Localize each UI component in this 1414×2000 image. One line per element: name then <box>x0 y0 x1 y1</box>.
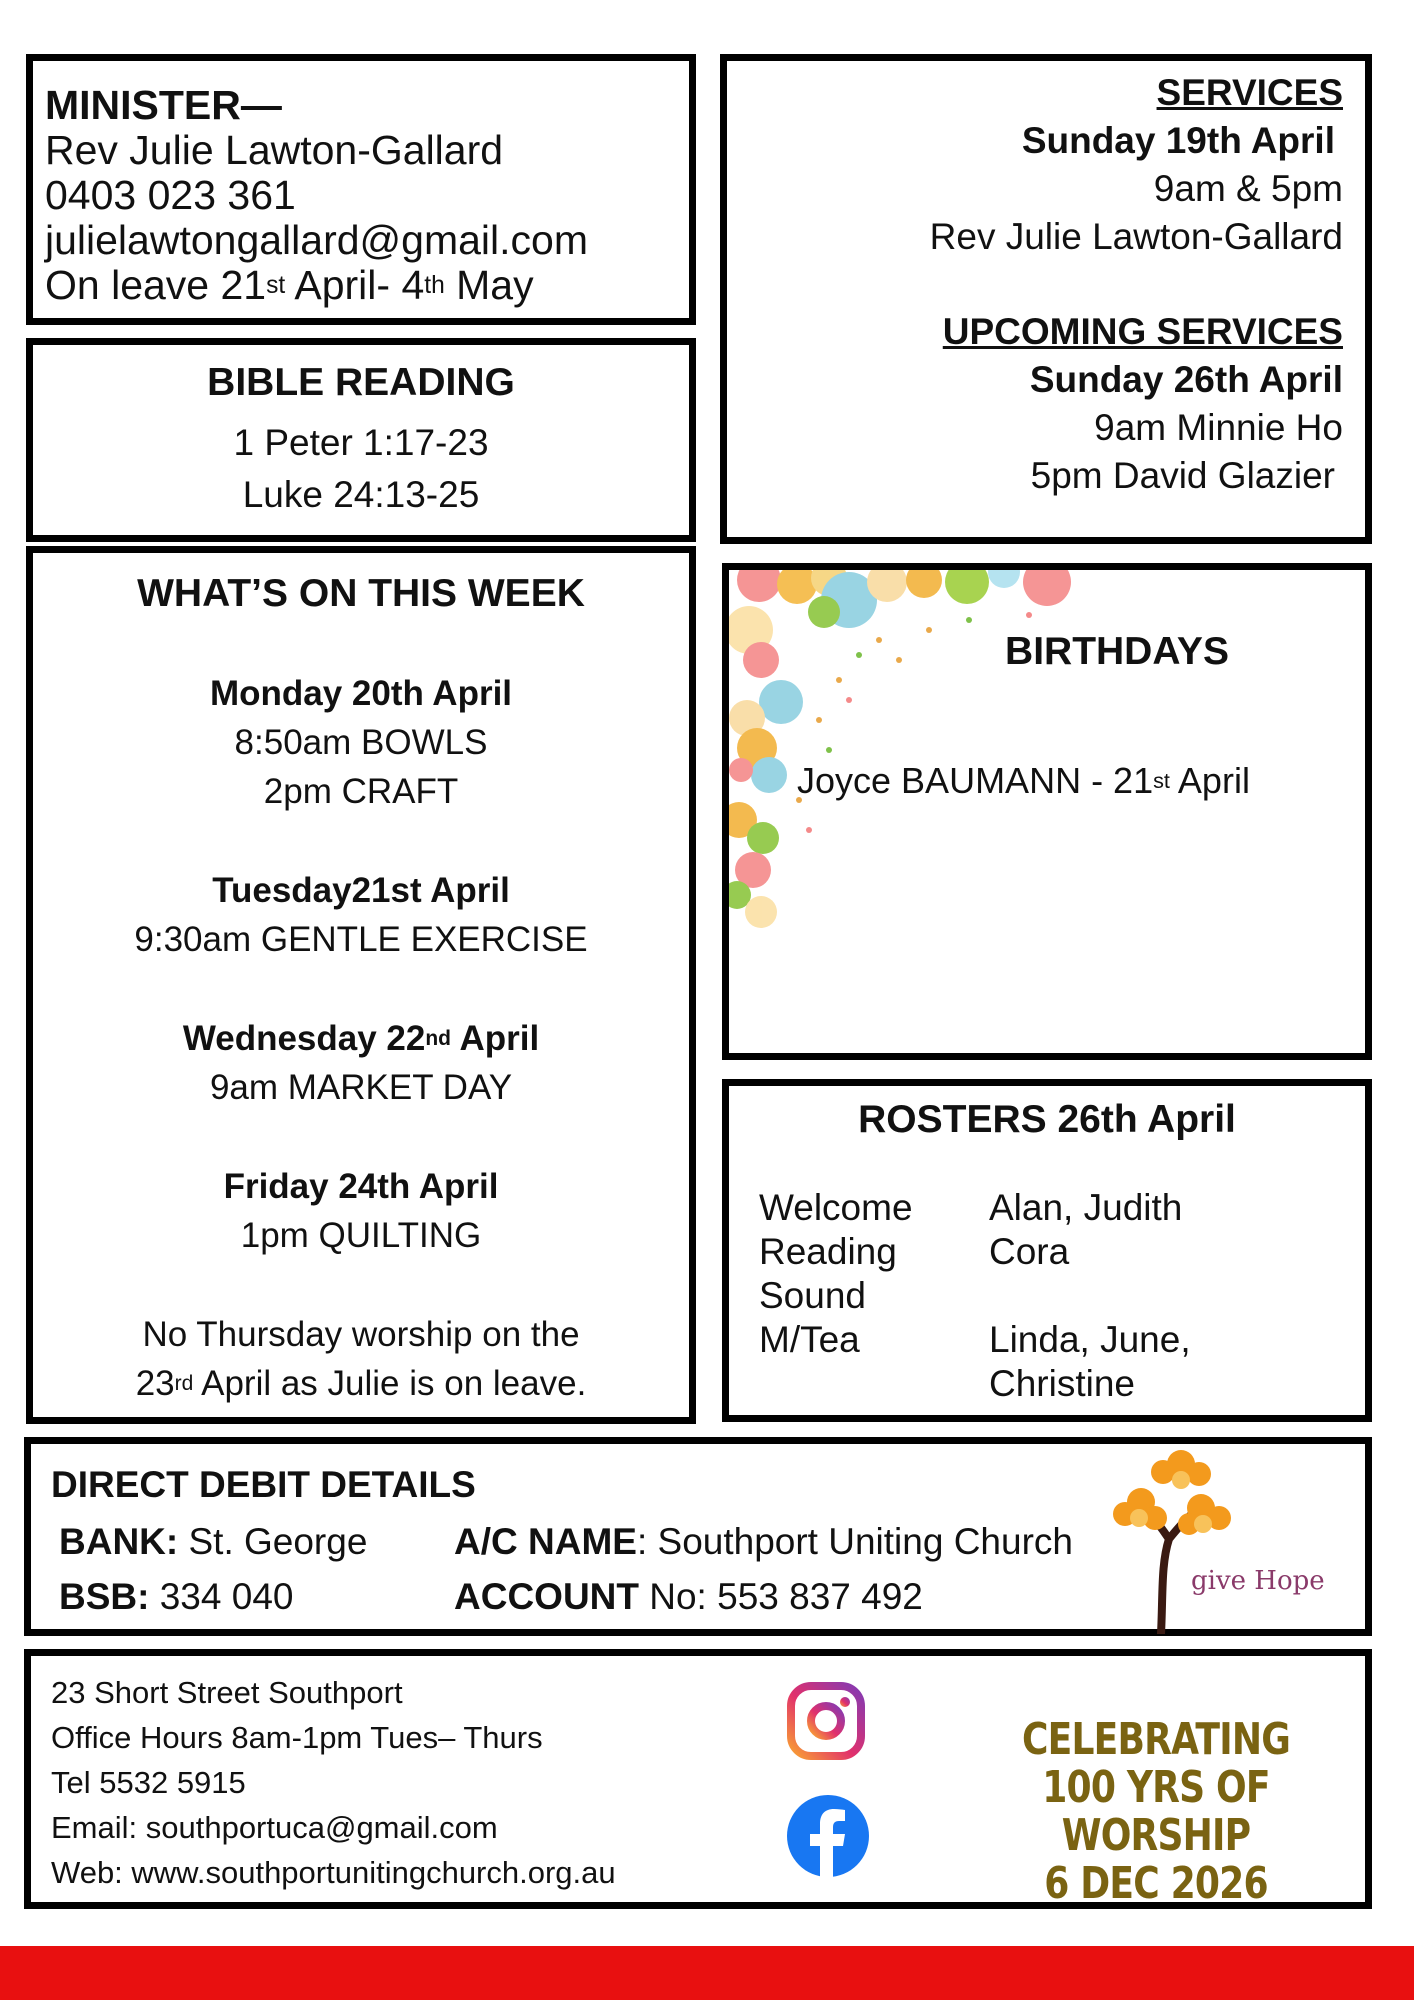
leave-text: April- 4 <box>285 262 425 308</box>
reading-item: Luke 24:13-25 <box>242 474 480 515</box>
account-number-field <box>454 1576 923 1618</box>
celebrate-line: 100 YRS OF WORSHIP <box>1042 1762 1270 1861</box>
debit-row <box>59 1521 1073 1563</box>
upcoming-service: 9am Minnie Ho <box>1094 407 1343 448</box>
notice-text: April as Julie is on leave. <box>193 1364 587 1403</box>
day-heading: Monday 20th April <box>209 674 513 713</box>
birthday-text: April <box>1169 760 1250 801</box>
leave-text: On leave 21 <box>45 262 267 308</box>
minister-email: julielawtongallard@gmail.com <box>45 217 588 263</box>
roster-names: Linda, June, <box>989 1319 1191 1360</box>
celebrate-line: 6 DEC 2026 <box>1044 1858 1268 1909</box>
event-item: 9:30am GENTLE EXERCISE <box>134 920 588 959</box>
birthdays-title: BIRTHDAYS <box>1005 630 1229 673</box>
contact-info <box>51 1670 616 1895</box>
services-panel <box>720 54 1372 544</box>
bible-reading-panel <box>26 338 696 542</box>
service-date: Sunday 19th April <box>1021 120 1335 161</box>
notice-sup: rd <box>174 1371 194 1395</box>
contact-footer <box>24 1649 1372 1909</box>
roster-role: Welcome <box>759 1187 913 1228</box>
account-label: ACCOUNT <box>454 1576 639 1617</box>
day-sup: nd <box>425 1026 452 1050</box>
services-title: SERVICES <box>1156 72 1343 113</box>
roster-row <box>759 1318 1191 1362</box>
day-text: April <box>451 1019 540 1058</box>
bible-reading-title: BIBLE READING <box>207 361 515 404</box>
account-name-label: A/C NAME <box>454 1521 637 1562</box>
whats-on-title: WHAT’S ON THIS WEEK <box>137 572 585 615</box>
roster-table <box>759 1186 1191 1406</box>
minister-name: Rev Julie Lawton-Gallard <box>45 127 504 173</box>
roster-names: Christine <box>989 1363 1135 1404</box>
bsb-field <box>59 1576 454 1618</box>
roster-row <box>759 1230 1191 1274</box>
event-item: 2pm CRAFT <box>263 772 459 811</box>
leave-sup: th <box>424 271 445 299</box>
roster-row <box>759 1274 1191 1318</box>
service-time: 9am & 5pm <box>1153 168 1343 209</box>
give-hope-text: give Hope <box>1191 1566 1325 1596</box>
upcoming-date: Sunday 26th April <box>1029 359 1343 400</box>
minister-title: MINISTER— <box>45 82 282 128</box>
account-name-field <box>454 1521 1073 1563</box>
minister-phone: 0403 023 361 <box>45 172 296 218</box>
instagram-icon[interactable] <box>786 1681 866 1761</box>
minister-leave <box>45 263 689 308</box>
day-text: Wednesday 22 <box>182 1019 426 1058</box>
rosters-panel <box>722 1079 1372 1422</box>
celebrate-line: CELEBRATING <box>1021 1714 1290 1765</box>
day-heading: Tuesday21st April <box>212 871 510 910</box>
roster-names: Cora <box>989 1231 1070 1272</box>
bsb-label: BSB: <box>59 1576 150 1617</box>
bank-field <box>59 1521 454 1563</box>
rosters-title: ROSTERS 26th April <box>858 1098 1236 1141</box>
day-heading <box>33 1014 689 1063</box>
upcoming-services-title: UPCOMING SERVICES <box>942 311 1343 352</box>
leave-sup: st <box>266 271 286 299</box>
bsb-value: 334 040 <box>149 1576 294 1617</box>
roster-role: M/Tea <box>759 1319 860 1360</box>
upcoming-service: 5pm David Glazier <box>1030 455 1335 496</box>
event-item: 9am MARKET DAY <box>209 1068 513 1107</box>
reading-item: 1 Peter 1:17-23 <box>233 422 489 463</box>
leave-text: May <box>444 262 534 308</box>
roster-row <box>759 1186 1191 1230</box>
notice-text: 23 <box>135 1364 175 1403</box>
give-hope-logo <box>1111 1444 1341 1634</box>
office-email[interactable]: Email: southportuca@gmail.com <box>51 1810 498 1845</box>
whats-on-panel <box>26 546 696 1424</box>
notice-line: No Thursday worship on the <box>142 1315 580 1354</box>
account-name-value: : Southport Uniting Church <box>636 1521 1073 1562</box>
birthday-sup: st <box>1153 767 1170 793</box>
roster-role <box>759 1362 989 1406</box>
event-item: 8:50am BOWLS <box>234 723 488 762</box>
birthday-text: Joyce BAUMANN - 21 <box>797 760 1154 801</box>
roster-row <box>759 1362 1191 1406</box>
direct-debit-title: DIRECT DEBIT DETAILS <box>51 1464 476 1505</box>
roster-role: Sound <box>759 1275 866 1316</box>
bank-value: St. George <box>178 1521 368 1562</box>
minister-panel <box>26 54 696 325</box>
office-hours: Office Hours 8am-1pm Tues– Thurs <box>51 1720 543 1755</box>
address: 23 Short Street Southport <box>51 1675 403 1710</box>
bank-label: BANK: <box>59 1521 179 1562</box>
centenary-banner <box>996 1716 1316 1908</box>
event-item: 1pm QUILTING <box>240 1216 482 1255</box>
birthday-entry <box>797 760 1250 802</box>
notice-line <box>33 1359 689 1408</box>
day-heading: Friday 24th April <box>223 1167 499 1206</box>
roster-names: Alan, Judith <box>989 1187 1183 1228</box>
account-value: No: 553 837 492 <box>638 1576 923 1617</box>
telephone: Tel 5532 5915 <box>51 1765 246 1800</box>
roster-role: Reading <box>759 1231 897 1272</box>
debit-row <box>59 1576 923 1618</box>
birthdays-panel <box>722 563 1372 1060</box>
bottom-red-bar <box>0 1946 1414 2000</box>
website[interactable]: Web: www.southportunitingchurch.org.au <box>51 1855 616 1890</box>
direct-debit-panel <box>24 1437 1372 1636</box>
facebook-icon[interactable] <box>786 1794 870 1878</box>
service-leader: Rev Julie Lawton-Gallard <box>929 216 1343 257</box>
